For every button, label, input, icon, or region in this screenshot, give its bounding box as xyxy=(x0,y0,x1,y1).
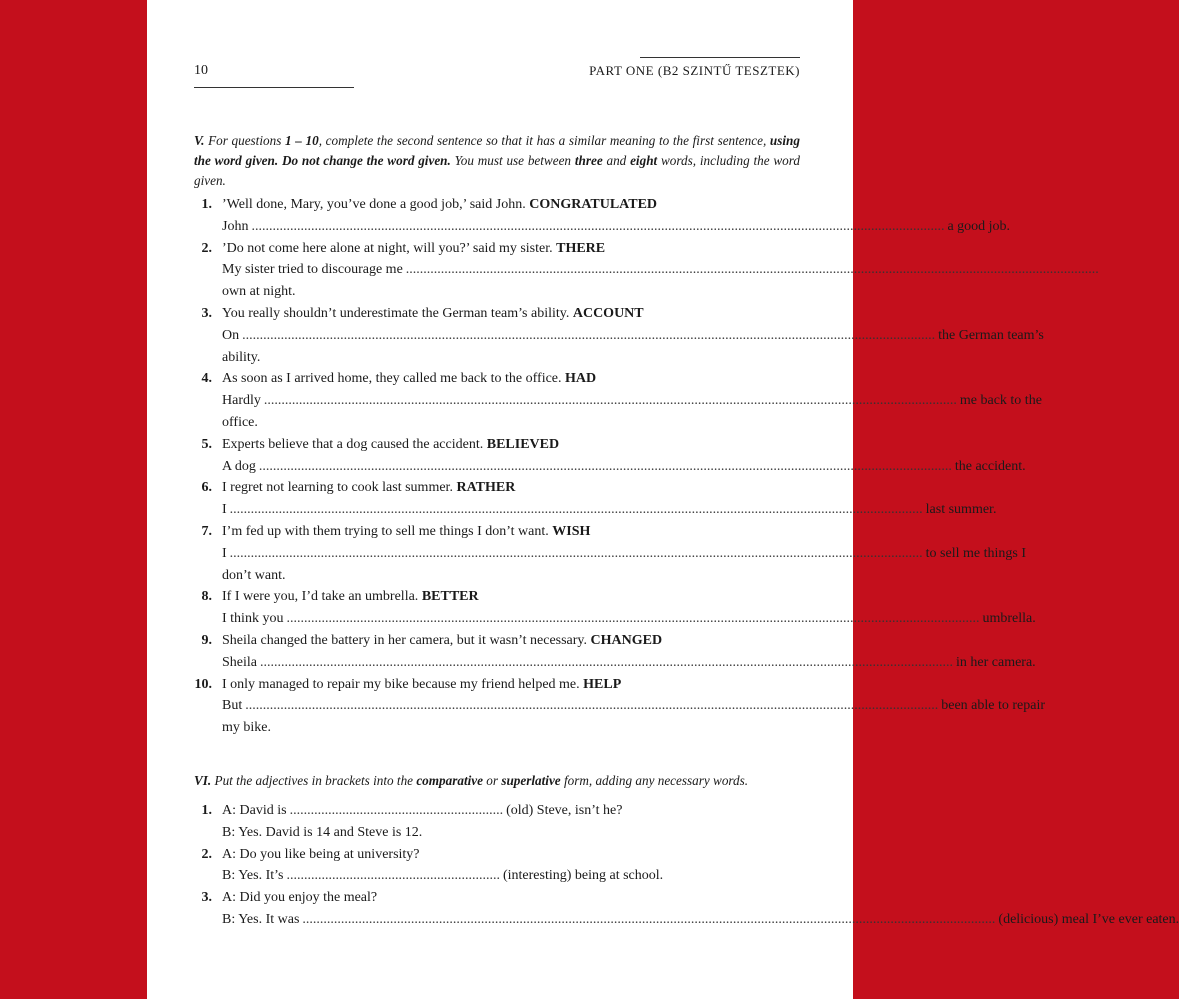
section-v-items xyxy=(194,194,1046,739)
answer-blank xyxy=(302,909,995,931)
exercise-item xyxy=(194,434,1026,478)
keyword: HELP xyxy=(583,676,622,692)
answer-blank xyxy=(260,652,953,674)
dialogue-line: A: Do you like being at university? xyxy=(222,846,420,862)
item-number: 4. xyxy=(201,371,212,387)
answer-line[interactable]: On ..... the German team’s xyxy=(222,325,1044,347)
answer-continuation: don’t want. xyxy=(222,567,286,583)
keyword: WISH xyxy=(552,523,591,539)
item-number: 7. xyxy=(201,523,212,539)
item-number: 2. xyxy=(201,240,212,256)
answer-line[interactable]: A: David is ............................................................. (old) Steve, isn’t he? xyxy=(222,800,800,822)
item-number: 10. xyxy=(194,676,212,692)
dialogue-line: A: Did you enjoy the meal? xyxy=(222,890,378,906)
answer-blank xyxy=(245,695,938,717)
item-number: 9. xyxy=(201,632,212,648)
dialogue-line: B: Yes. David is 14 and Steve is 12. xyxy=(222,824,423,840)
item-sentence: If I were you, I’d take an umbrella. BETTER xyxy=(222,589,479,605)
section-vi-items xyxy=(194,800,1179,931)
answer-blank xyxy=(230,499,923,521)
page-header xyxy=(194,0,800,100)
item-sentence: Experts believe that a dog caused the accident. BELIEVED xyxy=(222,436,560,452)
section-vi-instructions: VI. Put the adjectives in brackets into the comparative or superlative form, adding any necessary words. xyxy=(194,773,749,788)
answer-continuation: my bike. xyxy=(222,720,271,736)
answer-line[interactable]: A dog ..... the accident. xyxy=(222,456,774,478)
keyword: HAD xyxy=(565,371,597,387)
section-v-number: V. xyxy=(194,133,205,148)
section-v-instructions: V. For questions 1 – 10, complete the second sentence so that it has a similar meaning to the first sentence, using the word given. Do not change the word given. You must use between three and eight words, including the word given. xyxy=(194,133,800,188)
section-vi-number: VI. xyxy=(194,773,212,788)
answer-blank xyxy=(251,216,944,238)
answer-continuation: ability. xyxy=(222,349,261,365)
exercise-item xyxy=(194,477,997,521)
answer-line[interactable]: But ..... been able to repair xyxy=(222,695,1045,717)
header-rule-left xyxy=(194,87,354,88)
answer-line[interactable]: B: Yes. It’s ............................................................. (interesting) being at school. xyxy=(222,865,800,887)
item-number: 1. xyxy=(201,197,212,212)
answer-continuation: office. xyxy=(222,414,258,430)
book-page xyxy=(147,0,1179,999)
item-number: 2. xyxy=(201,846,212,862)
item-sentence: You really shouldn’t underestimate the German team’s ability. ACCOUNT xyxy=(222,305,644,321)
item-number: 8. xyxy=(201,589,212,605)
item-number: 5. xyxy=(201,436,212,452)
keyword: ACCOUNT xyxy=(572,305,644,321)
keyword: RATHER xyxy=(456,480,516,496)
answer-continuation: own at night. xyxy=(222,284,296,300)
item-sentence: I only managed to repair my bike because my friend helped me. HELP xyxy=(222,676,622,692)
answer-blank xyxy=(264,390,957,412)
item-number: 3. xyxy=(201,305,212,321)
answer-line[interactable]: John ..... a good job. xyxy=(222,216,1010,238)
keyword: CONGRATULATED xyxy=(529,197,658,212)
answer-blank xyxy=(230,543,923,565)
keyword: BETTER xyxy=(421,589,479,605)
keyword: CHANGED xyxy=(590,632,663,648)
item-sentence: I regret not learning to cook last summer. RATHER xyxy=(222,480,516,496)
exercise-item xyxy=(194,368,1042,433)
exercise-item xyxy=(194,630,1036,674)
item-sentence: As soon as I arrived home, they called me back to the office. HAD xyxy=(222,371,597,387)
answer-line[interactable]: My sister tried to discourage me ..... xyxy=(222,259,1099,281)
exercise-item xyxy=(194,844,800,888)
answer-line[interactable]: Sheila ..... in her camera. xyxy=(222,652,1036,674)
answer-blank: ............................................................. xyxy=(286,868,500,884)
header-rule-right xyxy=(640,57,800,58)
answer-blank: ............................................................. xyxy=(289,803,504,818)
running-head: PART ONE (B2 SZINTŰ TESZTEK) xyxy=(589,63,800,78)
answer-line[interactable]: Hardly ..... me back to the xyxy=(222,390,1042,412)
item-sentence: I’m fed up with them trying to sell me things I don’t want. WISH xyxy=(222,523,591,539)
exercise-item xyxy=(194,887,1179,931)
item-number: 3. xyxy=(201,890,212,906)
exercise-item xyxy=(194,194,1011,238)
item-number: 1. xyxy=(201,803,212,818)
exercise-item xyxy=(194,303,1044,368)
item-number: 6. xyxy=(201,480,212,496)
keyword: THERE xyxy=(556,240,606,256)
item-sentence: ’Do not come here alone at night, will you?’ said my sister. THERE xyxy=(222,240,606,256)
exercise-item xyxy=(194,586,1036,630)
page-number: 10 xyxy=(194,63,208,78)
exercise-item xyxy=(194,521,1026,586)
exercise-item xyxy=(194,674,1046,739)
answer-line[interactable]: B: Yes. It was ..... (delicious) meal I’ve ever eaten. xyxy=(222,909,1179,931)
answer-line[interactable]: I think you ..... umbrella. xyxy=(222,608,1036,630)
answer-blank xyxy=(286,608,979,630)
answer-line[interactable]: I ..... last summer. xyxy=(222,499,742,521)
exercise-item xyxy=(194,238,800,303)
answer-blank xyxy=(406,259,1099,281)
exercise-item xyxy=(194,800,800,844)
keyword: BELIEVED xyxy=(486,436,560,452)
item-sentence: Sheila changed the battery in her camera, but it wasn’t necessary. CHANGED xyxy=(222,632,663,648)
answer-blank xyxy=(242,325,935,347)
item-sentence: ’Well done, Mary, you’ve done a good job,’ said John. CONGRATULATED xyxy=(222,197,658,212)
answer-blank xyxy=(259,456,952,478)
answer-line[interactable]: I ..... to sell me things I xyxy=(222,543,1026,565)
